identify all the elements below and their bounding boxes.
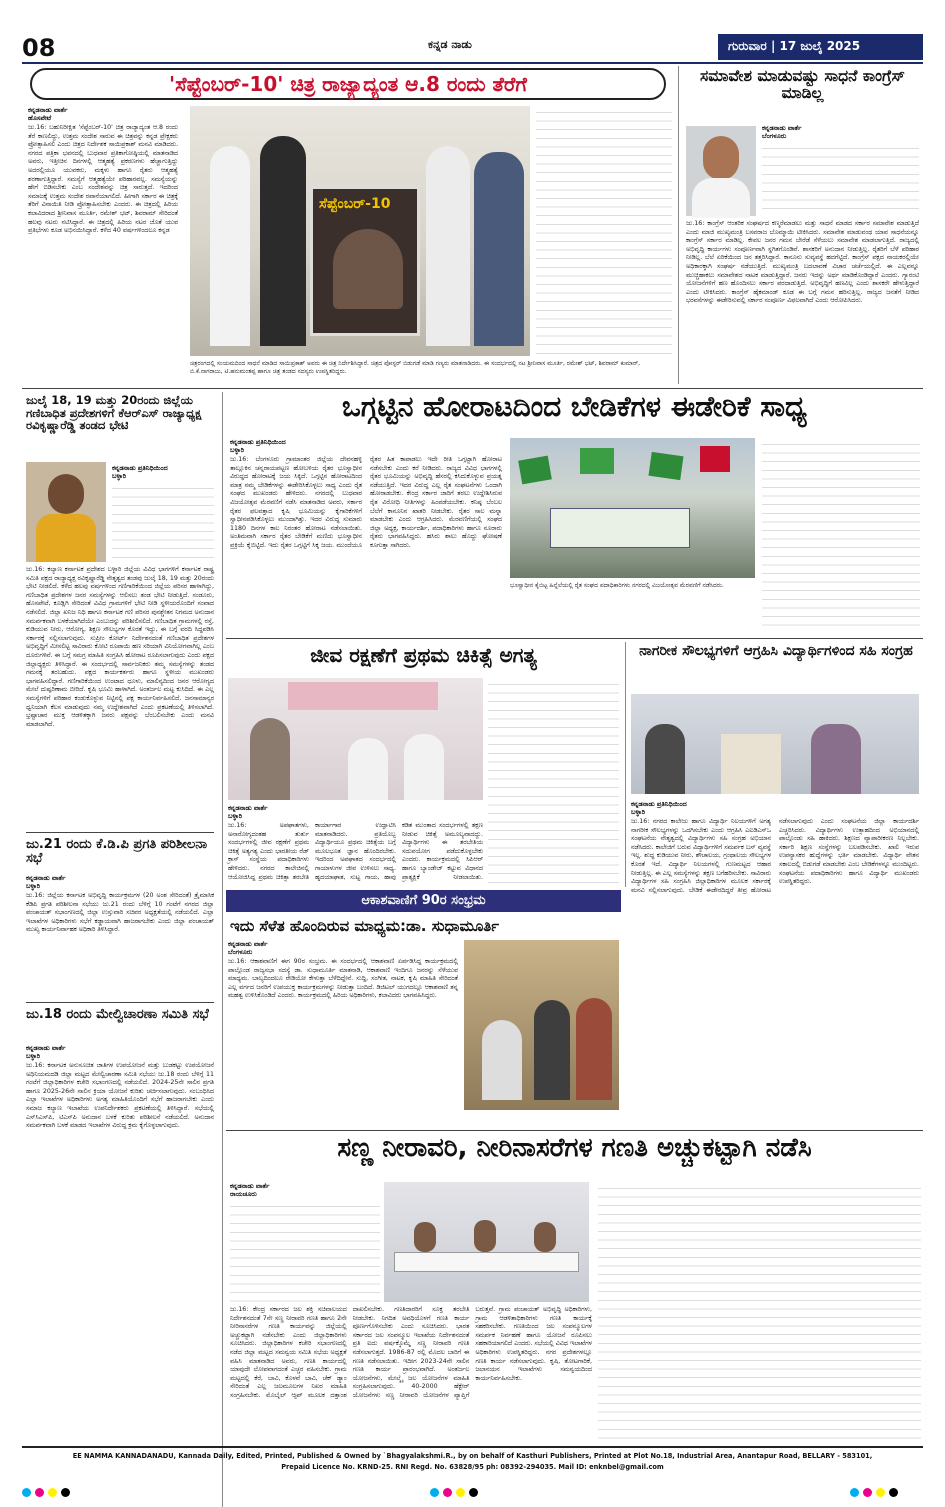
byline: ಕನ್ನಡನಾಡು ವಾರ್ತೆ bbox=[762, 124, 802, 132]
dateline: ಬೆಂಗಳೂರು bbox=[762, 132, 787, 140]
story-akashavani bbox=[226, 890, 621, 1128]
story-body: ಜು.16: ಬೆಂಗಳೂರು ಗ್ರಾಮಾಂತರ ಜಿಲ್ಲೆಯ ದೇವನಹಳ್ಳಿ ತಾಲ್ಲೂಕಿನ ಚನ್ನರಾಯಪಟ್ಟಣ ಹೋಬಳಿಯ ರೈತರ ಭೂಸ್ವಾಧೀನ ವಿರುದ್ಧದ ಹೋರಾಟಕ್ಕೆ ಜಯ ಸಿಕ್ಕಿದೆ. ಒಗ್ಗಟ್ಟಿನ ಹೋರಾಟದಿಂದ ಮಾತ್ರ ನಮ್ಮ ಬೇಡಿಕೆಗಳನ್ನು ಈಡೇರಿಸಿಕೊಳ್ಳಲು ಸಾಧ್ಯ ಎಂದು ರೈತ ಸಂಘದ ಮುಖಂಡರು ಹೇಳಿದರು. ನಗರದಲ್ಲಿ ಬುಧವಾರ ವಿಜಯೋತ್ಸವ ಮೆರವಣಿಗೆ ನಡೆಸಿ ಮಾತನಾಡಿದ ಅವರು, ಸರ್ಕಾರ ರೈತರ ಫಲವತ್ತಾದ ಕೃಷಿ ಭೂಮಿಯನ್ನು ಕೈಗಾರಿಕೆಗಳಿಗೆ ಸ್ವಾಧೀನಪಡಿಸಿಕೊಳ್ಳಲು ಮುಂದಾಗಿತ್ತು. ಇದರ ವಿರುದ್ಧ ಸುಮಾರು 1180 ದಿನಗಳ ಕಾಲ ನಿರಂತರ ಹೋರಾಟ ನಡೆಸಲಾಯಿತು. ಅಂತಿಮವಾಗಿ ಸರ್ಕಾರ ರೈತರ ಬೇಡಿಕೆಗೆ ಮಣಿದು ಭೂಸ್ವಾಧೀನ ಪ್ರಕ್ರಿಯೆ ಕೈಬಿಟ್ಟಿದೆ. ಇದು ರೈತರ ಒಗ್ಗಟ್ಟಿಗೆ ಸಿಕ್ಕ ಜಯ. ಮುಂದೆಯೂ ರೈತರ ಹಿತ ಕಾಪಾಡಲು ಇದೇ ರೀತಿ ಒಗ್ಗಟ್ಟಾಗಿ ಹೋರಾಟ ನಡೆಸಬೇಕು ಎಂದು ಕರೆ ನೀಡಿದರು. ರಾಜ್ಯದ ವಿವಿಧ ಭಾಗಗಳಲ್ಲಿ ರೈತರ ಭೂಮಿಯನ್ನು ಅಭಿವೃದ್ಧಿ ಹೆಸರಲ್ಲಿ ಕಸಿದುಕೊಳ್ಳುವ ಪ್ರಯತ್ನ ನಡೆಯುತ್ತಿದೆ. ಇದರ ವಿರುದ್ಧ ಎಲ್ಲ ರೈತ ಸಂಘಟನೆಗಳು ಒಂದಾಗಿ ಹೋರಾಡಬೇಕು. ಕೇಂದ್ರ ಸರ್ಕಾರ ಜಾರಿಗೆ ತರಲು ಉದ್ದೇಶಿಸಿರುವ ರೈತ ವಿರೋಧಿ ನೀತಿಗಳನ್ನು ಹಿಂಪಡೆಯಬೇಕು. ಕನಿಷ್ಠ ಬೆಂಬಲ ಬೆಲೆಗೆ ಕಾನೂನಿನ ಖಾತರಿ ನೀಡಬೇಕು. ರೈತರ ಸಾಲ ಮನ್ನಾ ಮಾಡಬೇಕು ಎಂದು ಆಗ್ರಹಿಸಿದರು. ಮೆರವಣಿಗೆಯಲ್ಲಿ ಸಂಘದ ಜಿಲ್ಲಾ ಅಧ್ಯಕ್ಷ, ಕಾರ್ಯದರ್ಶಿ, ಪದಾಧಿಕಾರಿಗಳು ಹಾಗೂ ನೂರಾರು ರೈತರು ಭಾಗವಹಿಸಿದ್ದರು. ಹಸಿರು ಶಾಲು ಹೊದ್ದು ಘೋಷಣೆ ಕೂಗುತ್ತಾ ಸಾಗಿದರು. bbox=[230, 456, 502, 549]
dateline: ಬಳ್ಳಾರಿ bbox=[112, 472, 127, 480]
story-body: ಜು.16: ಆಕಾಶವಾಣಿಗೆ ಈಗ 90ರ ಸಂಭ್ರಮ. ಈ ಸಂದರ್ಭದಲ್ಲಿ ಆಕಾಶವಾಣಿ ಏರ್ಪಡಿಸಿದ್ದ ಕಾರ್ಯಕ್ರಮದಲ್ಲಿ ಪಾಲ್ಗೊಂಡ ರಾಜ್ಯಸಭಾ ಸದಸ್ಯೆ ಡಾ. ಸುಧಾಮೂರ್ತಿ ಮಾತನಾಡಿ, ಆಕಾಶವಾಣಿ ಇಂದಿಗೂ ಜನರನ್ನು ಸೆಳೆಯುವ ಮಾಧ್ಯಮ. ಬಾಲ್ಯದಿಂದಲೂ ರೇಡಿಯೋ ಕೇಳುತ್ತಾ ಬೆಳೆದಿದ್ದೇನೆ. ಸುದ್ದಿ, ಸಂಗೀತ, ನಾಟಕ, ಕೃಷಿ ಮಾಹಿತಿ ಸೇರಿದಂತೆ ಎಲ್ಲ ವರ್ಗದ ಜನರಿಗೆ ಉಪಯುಕ್ತ ಕಾರ್ಯಕ್ರಮಗಳನ್ನು ನೀಡುತ್ತಾ ಬಂದಿದೆ. ಡಿಜಿಟಲ್ ಯುಗದಲ್ಲೂ ಆಕಾಶವಾಣಿ ತನ್ನ ಮಹತ್ವ ಉಳಿಸಿಕೊಂಡಿದೆ ಎಂದರು. ಕಾರ್ಯಕ್ರಮದಲ್ಲಿ ಹಿರಿಯ ಅಧಿಕಾರಿಗಳು, ಕಲಾವಿದರು ಭಾಗವಹಿಸಿದ್ದರು. bbox=[228, 958, 458, 1000]
story-body-col3 bbox=[762, 438, 920, 630]
byline: ಕನ್ನಡನಾಡು ವಾರ್ತೆ bbox=[230, 1182, 270, 1190]
story-body: ಜು.16: ಕೇಂದ್ರ ಸರ್ಕಾರದ ಜಲ ಶಕ್ತಿ ಸಚಿವಾಲಯದ ನಿರ್ದೇಶನದಂತೆ 7ನೇ ಸಣ್ಣ ನೀರಾವರಿ ಗಣತಿ ಹಾಗೂ 2ನೇ ನೀರಿನಾಸರೆಗಳ ಗಣತಿ ಕಾರ್ಯವನ್ನು ಜಿಲ್ಲೆಯಲ್ಲಿ ಅಚ್ಚುಕಟ್ಟಾಗಿ ನಡೆಸಬೇಕು ಎಂದು ಜಿಲ್ಲಾಧಿಕಾರಿಗಳು ಸೂಚಿಸಿದರು. ಜಿಲ್ಲಾಧಿಕಾರಿಗಳ ಕಚೇರಿ ಸಭಾಂಗಣದಲ್ಲಿ ನಡೆದ ಜಿಲ್ಲಾ ಮಟ್ಟದ ಸಮನ್ವಯ ಸಮಿತಿ ಸಭೆಯ ಅಧ್ಯಕ್ಷತೆ ವಹಿಸಿ ಮಾತನಾಡಿದ ಅವರು, ಗಣತಿ ಕಾರ್ಯದಲ್ಲಿ ಯಾವುದೇ ಲೋಪವಾಗದಂತೆ ಎಚ್ಚರ ವಹಿಸಬೇಕು. ಗ್ರಾಮ ಮಟ್ಟದಲ್ಲಿ ಕೆರೆ, ಬಾವಿ, ಕೊಳವೆ ಬಾವಿ, ಚೆಕ್ ಡ್ಯಾಂ ಸೇರಿದಂತೆ ಎಲ್ಲ ಜಲಮೂಲಗಳ ನಿಖರ ಮಾಹಿತಿ ಸಂಗ್ರಹಿಸಬೇಕು. ಮೊಬೈಲ್ ಆ್ಯಪ್ ಮೂಲಕ ದತ್ತಾಂಶ ದಾಖಲಿಸಬೇಕು. ಗಣತಿದಾರರಿಗೆ ಸೂಕ್ತ ತರಬೇತಿ ನೀಡಬೇಕು. ನಿಗದಿತ ಅವಧಿಯೊಳಗೆ ಗಣತಿ ಕಾರ್ಯ ಪೂರ್ಣಗೊಳಿಸಬೇಕು ಎಂದು ಸೂಚಿಸಿದರು. ಭಾರತ ಸರ್ಕಾರದ ಜಲ ಸಂಪನ್ಮೂಲ ಇಲಾಖೆಯ ನಿರ್ದೇಶನದಂತೆ ಪ್ರತಿ ಐದು ವರ್ಷಕ್ಕೊಮ್ಮೆ ಸಣ್ಣ ನೀರಾವರಿ ಗಣತಿ ನಡೆಸಲಾಗುತ್ತದೆ. 1986-87 ರಲ್ಲಿ ಮೊದಲ ಬಾರಿಗೆ ಈ ಗಣತಿ ನಡೆಸಲಾಯಿತು. ಇದೀಗ 2023-24ನೇ ಸಾಲಿನ ಗಣತಿ ಕಾರ್ಯ ಪ್ರಾರಂಭವಾಗಿದೆ. ಅಂತರ್ಜಲ ಯೋಜನೆಗಳು, ಮೇಲ್ಮೈ ಜಲ ಯೋಜನೆಗಳ ಮಾಹಿತಿ ಸಂಗ್ರಹಿಸಲಾಗುವುದು. 40-2000 ಹೆಕ್ಟೇರ್ ಯೋಜನೆಗಳು ಸಣ್ಣ ನೀರಾವರಿ ಯೋಜನೆಗಳ ವ್ಯಾಪ್ತಿಗೆ ಬರುತ್ತವೆ. ಗ್ರಾಮ ಪಂಚಾಯತ್ ಅಭಿವೃದ್ಧಿ ಅಧಿಕಾರಿಗಳು, ಗ್ರಾಮ ಆಡಳಿತಾಧಿಕಾರಿಗಳು ಗಣತಿ ಕಾರ್ಯಕ್ಕೆ ಸಹಕರಿಸಬೇಕು. ಗಣತಿಯಿಂದ ಜಲ ಸಂಪನ್ಮೂಲಗಳ ಸಮರ್ಪಕ ನಿರ್ವಹಣೆ ಹಾಗೂ ಯೋಜನೆ ರೂಪಿಸಲು ಸಹಕಾರಿಯಾಗಲಿದೆ ಎಂದರು. ಸಭೆಯಲ್ಲಿ ವಿವಿಧ ಇಲಾಖೆಗಳ ಅಧಿಕಾರಿಗಳು ಉಪಸ್ಥಿತರಿದ್ದರು. ನಗರ ಪ್ರದೇಶಗಳಲ್ಲೂ ಗಣತಿ ಕಾರ್ಯ ನಡೆಸಲಾಗುವುದು. ಕೃಷಿ, ತೋಟಗಾರಿಕೆ, ಜಲಾನಯನ ಇಲಾಖೆಗಳು ಸಮನ್ವಯದಿಂದ ಕಾರ್ಯನಿರ್ವಹಿಸಬೇಕು. bbox=[230, 1306, 592, 1399]
byline: ಕನ್ನಡನಾಡು ವಾರ್ತೆ bbox=[228, 804, 268, 812]
dateline: ಬಳ್ಳಾರಿ bbox=[631, 808, 646, 816]
event-photo bbox=[464, 940, 619, 1110]
byline: ಕನ್ನಡನಾಡು ವಾರ್ತೆ bbox=[26, 1044, 66, 1052]
dateline: ಬೆಂಗಳೂರು bbox=[228, 948, 253, 956]
story-body-side bbox=[112, 482, 214, 562]
date-bar bbox=[718, 34, 923, 60]
photo-caption: ಭೂಸ್ವಾಧೀನ ಕೈಬಿಟ್ಟ ಹಿನ್ನೆಲೆಯಲ್ಲಿ ರೈತ ಸಂಘದ ಪದಾಧಿಕಾರಿಗಳು ನಗರದಲ್ಲಿ ವಿಜಯೋತ್ಸವ ಮೆರವಣಿಗೆ ನಡೆಸಿದರು. bbox=[510, 582, 724, 589]
headline-box bbox=[30, 68, 666, 100]
byline: ಕನ್ನಡನಾಡು ಪ್ರತಿನಿಧಿಯಿಂದ bbox=[631, 800, 687, 808]
poster-title: ಸೆಪ್ಟೆಂಬರ್-10 bbox=[319, 196, 391, 212]
headline: ಸಮಾವೇಶ ಮಾಡುವಷ್ಟು ಸಾಧನೆ ಕಾಂಗ್ರೆಸ್ ಮಾಡಿಲ್ಲ bbox=[700, 67, 905, 103]
story-body: ಜು.16: ಕಾಂಗ್ರೆಸ್ ಆಂತರಿಕ ಸಂಘರ್ಷದ ಕಣ್ಮರೆಮಾಡಲು ಮತ್ತು ಸಾಧನೆ ಮಾಡದ ಸರ್ಕಾರ ಸಮಾವೇಶ ಮಾಡುತ್ತಿದೆ ಎಂದು ಮಾಜಿ ಮುಖ್ಯಮಂತ್ರಿ ಬಸವರಾಜ ಬೊಮ್ಮಾಯಿ ಟೀಕಿಸಿದರು. ಸಮಾವೇಶ ಮಾಡುವಂಥ ಯಾವ ಸಾಧನೆಯನ್ನೂ ಕಾಂಗ್ರೆಸ್ ಸರ್ಕಾರ ಮಾಡಿಲ್ಲ. ಕೇವಲ ಜನರ ಗಮನ ಬೇರೆಡೆ ಸೆಳೆಯಲು ಸಮಾವೇಶ ಮಾಡಲಾಗುತ್ತಿದೆ. ರಾಜ್ಯದಲ್ಲಿ ಅಭಿವೃದ್ಧಿ ಕಾರ್ಯಗಳು ಸಂಪೂರ್ಣವಾಗಿ ಸ್ಥಗಿತಗೊಂಡಿವೆ. ಶಾಸಕರಿಗೆ ಅನುದಾನ ನೀಡುತ್ತಿಲ್ಲ. ರೈತರಿಗೆ ಬೆಳೆ ಪರಿಹಾರ ನೀಡಿಲ್ಲ. ಬೆಲೆ ಏರಿಕೆಯಿಂದ ಜನ ತತ್ತರಿಸಿದ್ದಾರೆ. ಕಾನೂನು ಸುವ್ಯವಸ್ಥೆ ಹದಗೆಟ್ಟಿದೆ. ಕಾಂಗ್ರೆಸ್ ಪಕ್ಷದ ನಾಯಕರಲ್ಲಿಯೇ ಅಧಿಕಾರಕ್ಕಾಗಿ ಸಂಘರ್ಷ ನಡೆಯುತ್ತಿದೆ. ಮುಖ್ಯಮಂತ್ರಿ ಬದಲಾವಣೆ ವಿಚಾರ ಚರ್ಚೆಯಲ್ಲಿದೆ. ಈ ಎಲ್ಲವನ್ನೂ ಮುಚ್ಚಿಹಾಕಲು ಸಮಾವೇಶದ ನಾಟಕ ಮಾಡುತ್ತಿದ್ದಾರೆ. ಜನರು ಇದನ್ನು ಅರ್ಥ ಮಾಡಿಕೊಂಡಿದ್ದಾರೆ ಎಂದರು. ಗ್ಯಾರಂಟಿ ಯೋಜನೆಗಳಿಗೆ ಹಣ ಹೊಂದಿಸಲು ಸರ್ಕಾರ ಪರದಾಡುತ್ತಿದೆ. ಅಭಿವೃದ್ಧಿಗೆ ಹಣವಿಲ್ಲ ಎಂದು ಶಾಸಕರೇ ಹೇಳುತ್ತಿದ್ದಾರೆ ಎಂದು ಟೀಕಿಸಿದರು. ಕಾಂಗ್ರೆಸ್ ಹೈಕಮಾಂಡ್ ಕೂಡ ಈ ಬಗ್ಗೆ ಗಮನ ಹರಿಸುತ್ತಿಲ್ಲ. ರಾಜ್ಯದ ಜನತೆಗೆ ನೀಡಿದ ಭರವಸೆಗಳನ್ನು ಈಡೇರಿಸುವಲ್ಲಿ ಸರ್ಕಾರ ಸಂಪೂರ್ಣ ವಿಫಲವಾಗಿದೆ ಎಂದು ಆರೋಪಿಸಿದರು. bbox=[686, 220, 919, 305]
registration-marks-right bbox=[850, 1482, 902, 1501]
story-irrigation bbox=[226, 1134, 923, 1444]
headline: ಒಗ್ಗಟ್ಟಿನ ಹೋರಾಟದಿಂದ ಬೇಡಿಕೆಗಳ ಈಡೇರಿಕೆ ಸಾಧ್ಯ bbox=[342, 390, 807, 423]
headline: ಸಣ್ಣ ನೀರಾವರಿ, ನೀರಿನಾಸರೆಗಳ ಗಣತಿ ಅಚ್ಚುಕಟ್ಟಾಗಿ ನಡೆಸಿ bbox=[337, 1133, 812, 1163]
dateline: ಬಳ್ಳಾರಿ bbox=[26, 882, 41, 890]
licence-line: Prepaid Licence No. KRND-25. RNI Regd. No. 63828/95 ph: 08392-294035. Mail ID: enknbel@gmail.com bbox=[281, 1463, 664, 1471]
page-number: 08 bbox=[22, 34, 56, 62]
headline: ಜು.18 ರಂದು ಮೇಲ್ವಿಚಾರಣಾ ಸಮಿತಿ ಸಭೆ bbox=[26, 1007, 209, 1022]
first-aid-photo bbox=[228, 678, 483, 800]
byline: ಕನ್ನಡನಾಡು ವಾರ್ತೆ bbox=[228, 940, 268, 948]
band-title: ಆಕಾಶವಾಣಿಗೆ 90ರ ಸಂಭ್ರಮ bbox=[361, 893, 486, 908]
story-film bbox=[22, 66, 674, 384]
dateline: ಬಳ್ಳಾರಿ bbox=[228, 812, 243, 820]
story-students bbox=[629, 642, 923, 1128]
story-body-col4 bbox=[488, 678, 619, 886]
headline: ನಾಗರೀಕ ಸೌಲಭ್ಯಗಳಿಗೆ ಆಗ್ರಹಿಸಿ ವಿದ್ಯಾರ್ಥಿಗಳಿಂದ ಸಹಿ ಸಂಗ್ರಹ bbox=[639, 643, 913, 659]
byline: ಕನ್ನಡನಾಡು ಪ್ರತಿನಿಧಿಯಿಂದ bbox=[112, 464, 168, 472]
meeting-photo bbox=[384, 1182, 589, 1302]
portrait-photo bbox=[686, 126, 756, 216]
story-body: ಜು.16: ನಗರದ ಕಾಲೇಜು ಹಾಗೂ ವಿದ್ಯಾರ್ಥಿ ನಿಲಯಗಳಿಗೆ ಅಗತ್ಯ ನಾಗರೀಕ ಸೌಲಭ್ಯಗಳನ್ನು ಒದಗಿಸಬೇಕು ಎಂದು ಆಗ್ರಹಿಸಿ ಎಐಡಿಎಸ್‌ಒ ಸಂಘಟನೆಯ ನೇತೃತ್ವದಲ್ಲಿ ವಿದ್ಯಾರ್ಥಿಗಳು ಸಹಿ ಸಂಗ್ರಹ ಅಭಿಯಾನ ನಡೆಸಿದರು. ಕಾಲೇಜಿಗೆ ಬರುವ ವಿದ್ಯಾರ್ಥಿಗಳಿಗೆ ಸಮರ್ಪಕ ಬಸ್ ವ್ಯವಸ್ಥೆ ಇಲ್ಲ. ಶುದ್ಧ ಕುಡಿಯುವ ನೀರು, ಶೌಚಾಲಯ, ಗ್ರಂಥಾಲಯ ಸೌಲಭ್ಯಗಳ ಕೊರತೆ ಇದೆ. ವಿದ್ಯಾರ್ಥಿ ನಿಲಯಗಳಲ್ಲಿ ಗುಣಮಟ್ಟದ ಆಹಾರ ನೀಡುತ್ತಿಲ್ಲ. ಈ ಎಲ್ಲ ಸಮಸ್ಯೆಗಳನ್ನು ತಕ್ಷಣ ಬಗೆಹರಿಸಬೇಕು. ಸಾವಿರಾರು ವಿದ್ಯಾರ್ಥಿಗಳ ಸಹಿ ಸಂಗ್ರಹಿಸಿ ಜಿಲ್ಲಾಧಿಕಾರಿಗಳ ಮೂಲಕ ಸರ್ಕಾರಕ್ಕೆ ಮನವಿ ಸಲ್ಲಿಸಲಾಗುವುದು. ಬೇಡಿಕೆ ಈಡೇರದಿದ್ದರೆ ತೀವ್ರ ಹೋರಾಟ ನಡೆಸಲಾಗುವುದು ಎಂದು ಸಂಘಟನೆಯ ಜಿಲ್ಲಾ ಕಾರ್ಯದರ್ಶಿ ಎಚ್ಚರಿಸಿದರು. ವಿದ್ಯಾರ್ಥಿಗಳು ಉತ್ಸಾಹದಿಂದ ಅಭಿಯಾನದಲ್ಲಿ ಪಾಲ್ಗೊಂಡು ಸಹಿ ಹಾಕಿದರು. ಶಿಕ್ಷಣದ ವ್ಯಾಪಾರೀಕರಣ ನಿಲ್ಲಬೇಕು. ಸರ್ಕಾರಿ ಶಿಕ್ಷಣ ಸಂಸ್ಥೆಗಳನ್ನು ಬಲಪಡಿಸಬೇಕು. ಖಾಲಿ ಇರುವ ಉಪನ್ಯಾಸಕರ ಹುದ್ದೆಗಳನ್ನು ಭರ್ತಿ ಮಾಡಬೇಕು. ವಿದ್ಯಾರ್ಥಿ ವೇತನ ಸಕಾಲದಲ್ಲಿ ಬಿಡುಗಡೆ ಮಾಡಬೇಕು ಎಂಬ ಬೇಡಿಕೆಗಳನ್ನೂ ಮುಂದಿಟ್ಟರು. ಸಂಘಟನೆಯ ಪದಾಧಿಕಾರಿಗಳು ಹಾಗೂ ವಿದ್ಯಾರ್ಥಿ ಮುಖಂಡರು ಉಪಸ್ಥಿತರಿದ್ದರು. bbox=[631, 818, 919, 894]
story-krs bbox=[22, 392, 218, 828]
press-meet-photo bbox=[190, 106, 530, 356]
headline: ಜೀವ ರಕ್ಷಣೆಗೆ ಪ್ರಥಮ ಚಿಕಿತ್ಸೆ ಅಗತ್ಯ bbox=[310, 643, 537, 667]
photo-caption: ಚಿತ್ರರಂಗದಲ್ಲಿ ಸಂಯಮದಿಂದ ಸಾಧನೆ ಮಾಡಿದ ಸಾಯಿಪ್ರಕಾಶ್ ಅವರು ಈ ಚಿತ್ರ ನಿರ್ದೇಶಿಸಿದ್ದಾರೆ. ಚಿತ್ರದ ಪೋಸ್ಟರ್ ಬಿಡುಗಡೆ ಮಾಡಿ ಗಣ್ಯರು ಮಾತನಾಡಿದರು. ಈ ಸಂದರ್ಭದಲ್ಲಿ ನಟ ಶ್ರೀನಿವಾಸ ಮೂರ್ತಿ, ರಮೇಶ್ ಭಟ್, ಶಿವರಾಮ್ ಕುಮಾರ್, ಬಿ.ಕೆ.ನಾಗರಾಜು, ಟಿ.ಹನುಮಂತಪ್ಪ ಹಾಗೂ ಚಿತ್ರ ತಂಡದ ಸದಸ್ಯರು ಉಪಸ್ಥಿತರಿದ್ದರು. bbox=[190, 360, 641, 375]
story-body: ಜು.16: ಅಪಘಾತಗಳು, ಅನಾರೋಗ್ಯದಂತಹ ತುರ್ತು ಸಂದರ್ಭಗಳಲ್ಲಿ ಜೀವ ರಕ್ಷಣೆಗೆ ಪ್ರಥಮ ಚಿಕಿತ್ಸೆ ಅತ್ಯಗತ್ಯ ಎಂದು ಭಾರತೀಯ ರೆಡ್ ಕ್ರಾಸ್ ಸಂಸ್ಥೆಯ ಪದಾಧಿಕಾರಿಗಳು ಹೇಳಿದರು. ನಗರದ ಕಾಲೇಜಿನಲ್ಲಿ ಆಯೋಜಿಸಿದ್ದ ಪ್ರಥಮ ಚಿಕಿತ್ಸಾ ತರಬೇತಿ ಕಾರ್ಯಾಗಾರ ಉದ್ಘಾಟಿಸಿ ಮಾತನಾಡಿದರು. ಪ್ರತಿಯೊಬ್ಬ ವಿದ್ಯಾರ್ಥಿಯೂ ಪ್ರಥಮ ಚಿಕಿತ್ಸೆಯ ಬಗ್ಗೆ ಮೂಲಭೂತ ಜ್ಞಾನ ಹೊಂದಿರಬೇಕು. ಇದರಿಂದ ಅಪಘಾತದ ಸಂದರ್ಭದಲ್ಲಿ ಗಾಯಾಳುಗಳ ಜೀವ ಉಳಿಸಲು ಸಾಧ್ಯ. ಹೃದಯಾಘಾತ, ಸುಟ್ಟ ಗಾಯ, ಹಾವು ಕಡಿತ ಮುಂತಾದ ಸಂದರ್ಭಗಳಲ್ಲಿ ತಕ್ಷಣ ನೀಡುವ ಚಿಕಿತ್ಸೆ ಅಮೂಲ್ಯವಾದದ್ದು. ವಿದ್ಯಾರ್ಥಿಗಳು ಈ ತರಬೇತಿಯ ಸದುಪಯೋಗ ಪಡೆದುಕೊಳ್ಳಬೇಕು ಎಂದರು. ಕಾರ್ಯಕ್ರಮದಲ್ಲಿ ಸಿಪಿಆರ್ ಹಾಗೂ ಬ್ಯಾಂಡೇಜ್ ಕಟ್ಟುವ ವಿಧಾನದ ಪ್ರಾತ್ಯಕ್ಷಿಕೆ ನೀಡಲಾಯಿತು. bbox=[228, 822, 483, 881]
registration-marks-left bbox=[22, 1482, 74, 1501]
issue-date: ಗುರುವಾರ | 17 ಜುಲೈ 2025 bbox=[728, 39, 861, 53]
byline: ಕನ್ನಡನಾಡು ವಾರ್ತೆ bbox=[28, 106, 68, 114]
byline: ಕನ್ನಡನಾಡು ವಾರ್ತೆ bbox=[26, 874, 66, 882]
speaker-photo bbox=[26, 462, 106, 562]
section-band bbox=[226, 890, 621, 912]
story-kdp bbox=[22, 832, 218, 998]
byline: ಕನ್ನಡನಾಡು ಪ್ರತಿನಿಧಿಯಿಂದ bbox=[230, 438, 286, 446]
story-body: ಜು.16: ಕಲ್ಯಾಣ ಕರ್ನಾಟಕ ಪ್ರದೇಶದ ಬಳ್ಳಾರಿ ಜಿಲ್ಲೆಯ ವಿವಿಧ ಭಾಗಗಳಿಗೆ ಕರ್ನಾಟಕ ರಾಷ್ಟ್ರ ಸಮಿತಿ ಪಕ್ಷದ ರಾಜ್ಯಾಧ್ಯಕ್ಷ ರವಿಕೃಷ್ಣಾರೆಡ್ಡಿ ನೇತೃತ್ವದ ತಂಡವು ಜುಲೈ 18, 19 ಮತ್ತು 20ರಂದು ಭೇಟಿ ನೀಡಲಿದೆ. ಕಳೆದ ಹಲವು ವರ್ಷಗಳಿಂದ ಗಣಿಗಾರಿಕೆಯಿಂದ ಜಿಲ್ಲೆಯ ಪರಿಸರ ಹಾಳಾಗಿದ್ದು, ಗಣಿಬಾಧಿತ ಪ್ರದೇಶಗಳ ಜನರ ಸಮಸ್ಯೆಗಳನ್ನು ಆಲಿಸಲು ತಂಡ ಭೇಟಿ ನೀಡುತ್ತಿದೆ. ಸಂಡೂರು, ಹೊಸಪೇಟೆ, ಕೂಡ್ಲಿಗಿ ಸೇರಿದಂತೆ ವಿವಿಧ ಗ್ರಾಮಗಳಿಗೆ ಭೇಟಿ ನೀಡಿ ಸ್ಥಳೀಯರೊಂದಿಗೆ ಸಂವಾದ ನಡೆಸಲಿದೆ. ಜಿಲ್ಲಾ ಖನಿಜ ನಿಧಿ ಹಾಗೂ ಕರ್ನಾಟಕ ಗಣಿ ಪರಿಸರ ಪುನಶ್ಚೇತನ ನಿಗಮದ ಅನುದಾನ ಸಮರ್ಪಕವಾಗಿ ಬಳಕೆಯಾಗಿದೆಯೇ ಎಂಬುದನ್ನು ಪರಿಶೀಲಿಸಲಿದೆ. ಗಣಿಬಾಧಿತ ಗ್ರಾಮಗಳಲ್ಲಿ ರಸ್ತೆ, ಕುಡಿಯುವ ನೀರು, ಆರೋಗ್ಯ, ಶಿಕ್ಷಣ ಸೌಲಭ್ಯಗಳ ಕೊರತೆ ಇದ್ದು, ಈ ಬಗ್ಗೆ ವರದಿ ಸಿದ್ಧಪಡಿಸಿ ಸರ್ಕಾರಕ್ಕೆ ಸಲ್ಲಿಸಲಾಗುವುದು. ಸುಪ್ರೀಂ ಕೋರ್ಟ್ ನಿರ್ದೇಶನದಂತೆ ಗಣಿಬಾಧಿತ ಪ್ರದೇಶಗಳ ಅಭಿವೃದ್ಧಿಗೆ ಮೀಸಲಿಟ್ಟ ಸಾವಿರಾರು ಕೋಟಿ ರೂಪಾಯಿ ಹಣ ಸರಿಯಾಗಿ ವಿನಿಯೋಗವಾಗಿಲ್ಲ ಎಂಬ ದೂರುಗಳಿವೆ. ಈ ಬಗ್ಗೆ ಸಮಗ್ರ ಮಾಹಿತಿ ಸಂಗ್ರಹಿಸಿ ಹೋರಾಟ ರೂಪಿಸಲಾಗುವುದು ಎಂದು ಪಕ್ಷದ ಜಿಲ್ಲಾಧ್ಯಕ್ಷರು ತಿಳಿಸಿದ್ದಾರೆ. ಈ ಸಂದರ್ಭದಲ್ಲಿ ಸಾರ್ವಜನಿಕರು ತಮ್ಮ ಸಮಸ್ಯೆಗಳನ್ನು ತಂಡದ ಗಮನಕ್ಕೆ ತರಬಹುದು. ಪಕ್ಷದ ಕಾರ್ಯಕರ್ತರು ಹಾಗೂ ಸ್ಥಳೀಯ ಮುಖಂಡರು ಭಾಗವಹಿಸಲಿದ್ದಾರೆ. ಗಣಿಗಾರಿಕೆಯಿಂದ ಉಂಟಾದ ಧೂಳು, ಮಾಲಿನ್ಯದಿಂದ ಜನರ ಆರೋಗ್ಯದ ಮೇಲೆ ದುಷ್ಪರಿಣಾಮ ಬೀರಿದೆ. ಕೃಷಿ ಭೂಮಿ ಹಾಳಾಗಿದೆ. ಅಂತರ್ಜಲ ಮಟ್ಟ ಕುಸಿದಿದೆ. ಈ ಎಲ್ಲ ಸಮಸ್ಯೆಗಳಿಗೆ ಪರಿಹಾರ ಕಂಡುಕೊಳ್ಳುವ ನಿಟ್ಟಿನಲ್ಲಿ ಪಕ್ಷ ಕಾರ್ಯನಿರ್ವಹಿಸಲಿದೆ. ಜನಸಾಮಾನ್ಯರ ಧ್ವನಿಯಾಗಿ ಕೆಲಸ ಮಾಡುವುದು ನಮ್ಮ ಉದ್ದೇಶವಾಗಿದೆ ಎಂದು ಪ್ರಕಟಣೆಯಲ್ಲಿ ತಿಳಿಸಲಾಗಿದೆ. ಭ್ರಷ್ಟಾಚಾರ ಮುಕ್ತ ಆಡಳಿತಕ್ಕಾಗಿ ಜನರು ಪಕ್ಷವನ್ನು ಬೆಂಬಲಿಸಬೇಕು ಎಂದು ಮನವಿ ಮಾಡಲಾಗಿದೆ. bbox=[26, 566, 214, 728]
rally-photo bbox=[510, 438, 755, 578]
headline: 'ಸೆಪ್ಟೆಂಬರ್-10' ಚಿತ್ರ ರಾಜ್ಯಾದ್ಯಂತ ಆ.8 ರಂದು ತೆರೆಗೆ bbox=[169, 72, 527, 96]
signature-campaign-photo bbox=[631, 694, 919, 794]
story-body: ಜು.16: ಜಿಲ್ಲೆಯ ಕರ್ನಾಟಕ ಅಭಿವೃದ್ಧಿ ಕಾರ್ಯಕ್ರಮಗಳ (20 ಅಂಶ ಸೇರಿದಂತೆ) ತ್ರೈಮಾಸಿಕ ಕೆಡಿಪಿ ಪ್ರಗತಿ ಪರಿಶೀಲನಾ ಸಭೆಯು ಜು.21 ರಂದು ಬೆಳಿಗ್ಗೆ 10 ಗಂಟೆಗೆ ನಗರದ ಜಿಲ್ಲಾ ಪಂಚಾಯತ್ ಸಭಾಂಗಣದಲ್ಲಿ ಜಿಲ್ಲಾ ಉಸ್ತುವಾರಿ ಸಚಿವರ ಅಧ್ಯಕ್ಷತೆಯಲ್ಲಿ ನಡೆಯಲಿದೆ. ಎಲ್ಲಾ ಇಲಾಖೆಗಳ ಅಧಿಕಾರಿಗಳು ಸಭೆಗೆ ಕಡ್ಡಾಯವಾಗಿ ಹಾಜರಾಗಬೇಕು ಎಂದು ಜಿಲ್ಲಾ ಪಂಚಾಯತ್ ಮುಖ್ಯ ಕಾರ್ಯನಿರ್ವಾಹಕ ಅಧಿಕಾರಿ ತಿಳಿಸಿದ್ದಾರೆ. bbox=[26, 892, 214, 934]
imprint-line: EE NAMMA KANNADANADU, Kannada Daily, Edited, Printed, Published & Owned by `Bhagyalakshmi.R., by on behalf of Kasthuri Publishers, Printed at Plot No.18, Industrial Area, Anantapur Road, BELLARY - 583101, bbox=[72, 1452, 873, 1460]
dateline: ಬಳ್ಳಾರಿ bbox=[230, 446, 245, 454]
story-body-col2 bbox=[536, 106, 672, 356]
story-body: ಜು.16: ಬಹುನಿರೀಕ್ಷಿತ 'ಸೆಪ್ಟೆಂಬರ್-10' ಚಿತ್ರ ರಾಜ್ಯಾದ್ಯಂತ ಆ.8 ರಂದು ತೆರೆ ಕಾಣಲಿದ್ದು, ಉತ್ತಮ ಸಂದೇಶ ಸಾರುವ ಈ ಚಿತ್ರವನ್ನು ಕನ್ನಡ ಪ್ರೇಕ್ಷಕರು ಪ್ರೋತ್ಸಾಹಿಸಲಿ ಎಂದು ಚಿತ್ರದ ನಿರ್ದೇಶಕ ಸಾಯಿಪ್ರಕಾಶ್ ಮನವಿ ಮಾಡಿದರು. ನಗರದ ಪತ್ರಿಕಾ ಭವನದಲ್ಲಿ ಬುಧವಾರ ಪ್ರತಿಕಾಗೋಷ್ಠಿಯಲ್ಲಿ ಮಾತನಾಡಿದ ಅವರು, ಇತ್ತೀಚಿನ ದಿನಗಳಲ್ಲಿ ಆತ್ಮಹತ್ಯೆ ಪ್ರಕರಣಗಳು ಹೆಚ್ಚಾಗುತ್ತಿದ್ದು ಅದರಲ್ಲಿಯೂ ಯುವಕರು, ಮಕ್ಕಳು ಹಾಗೂ ರೈತರು ಆತ್ಮಹತ್ಯೆ ಶರಣಾಗುತ್ತಿದ್ದಾರೆ. ಸಮಸ್ಯೆಗೆ ಆತ್ಮಹತ್ಯೆಯೇ ಪರಿಹಾರವಲ್ಲ. ಸಮಸ್ಯೆಯನ್ನು ಹೇಗೆ ಬಿಡಿಸಬೇಕು ಎಂಬ ಸಂದೇಶವನ್ನು ಚಿತ್ರ ಸಾರುತ್ತದೆ. ಇದರಿಂದ ಸಮಾಜಕ್ಕೆ ಉತ್ತಮ ಸಂದೇಶ ರವಾನೆಯಾಗಲಿದೆ. ಹೀಗಾಗಿ ಸರ್ಕಾರ ಈ ಚಿತ್ರಕ್ಕೆ ತೆರಿಗೆ ವಿನಾಯಿತಿ ನೀಡಿ ಪ್ರೋತ್ಸಾಹಿಸಬೇಕು ಎಂದರು. ಈ ಚಿತ್ರದಲ್ಲಿ ಹಿರಿಯ ಕಲಾವಿದರಾದ ಶ್ರೀನಿವಾಸ ಮೂರ್ತಿ, ರಮೇಶ್ ಭಟ್, ಶಿವರಾಮ್ ಸೇರಿದಂತೆ ಹಲವು ನಟರು ನಟಿಸಿದ್ದಾರೆ. ಈ ಚಿತ್ರದಲ್ಲಿ ಹಿರಿಯ ನಟರ ಜೊತೆ ಯುವ ಪ್ರತಿಭೆಗಳು ಕೂಡ ಅಭಿನಯಿಸಿದ್ದಾರೆ. ಕಳೆದ 40 ವರ್ಷಗಳಿಂದಲೂ ಕನ್ನಡ bbox=[28, 124, 178, 235]
story-body-left-col bbox=[230, 1200, 380, 1304]
movie-poster bbox=[310, 186, 420, 336]
story-samavesha bbox=[682, 66, 923, 384]
story-body: ಜು.16: ಕರ್ನಾಟಕ ಅನುಸೂಚಿತ ಜಾತಿಗಳ ಉಪಯೋಜನೆ ಮತ್ತು ಬುಡಕಟ್ಟು ಉಪಯೋಜನೆ ಅಧಿನಿಯಮದಡಿ ಜಿಲ್ಲಾ ಮಟ್ಟದ ಮೇಲ್ವಿಚಾರಣಾ ಸಮಿತಿ ಸಭೆಯು ಜು.18 ರಂದು ಬೆಳಿಗ್ಗೆ 11 ಗಂಟೆಗೆ ಜಿಲ್ಲಾಧಿಕಾರಿಗಳ ಕಚೇರಿ ಸಭಾಂಗಣದಲ್ಲಿ ನಡೆಯಲಿದೆ. 2024-25ನೇ ಸಾಲಿನ ಪ್ರಗತಿ ಹಾಗೂ 2025-26ನೇ ಸಾಲಿನ ಕ್ರಿಯಾ ಯೋಜನೆ ಕುರಿತು ಚರ್ಚಿಸಲಾಗುವುದು. ಸಂಬಂಧಿಸಿದ ಎಲ್ಲಾ ಇಲಾಖೆಗಳ ಅಧಿಕಾರಿಗಳು ಅಗತ್ಯ ಮಾಹಿತಿಯೊಂದಿಗೆ ಸಭೆಗೆ ಹಾಜರಾಗಬೇಕು ಎಂದು ಸಮಾಜ ಕಲ್ಯಾಣ ಇಲಾಖೆಯ ಉಪನಿರ್ದೇಶಕರು ಪ್ರಕಟಣೆಯಲ್ಲಿ ತಿಳಿಸಿದ್ದಾರೆ. ಸಭೆಯಲ್ಲಿ ಎಸ್‌ಸಿಎಸ್‌ಪಿ, ಟಿಎಸ್‌ಪಿ ಅನುದಾನ ಬಳಕೆ ಕುರಿತು ಪರಿಶೀಲನೆ ನಡೆಯಲಿದೆ. ಅನುದಾನ ಸಮರ್ಪಕವಾಗಿ ಬಳಕೆ ಮಾಡದ ಇಲಾಖೆಗಳ ವಿರುದ್ಧ ಕ್ರಮ ಕೈಗೊಳ್ಳಲಾಗುವುದು. bbox=[26, 1062, 214, 1130]
dateline: ಹೊಸಪೇಟೆ bbox=[28, 114, 52, 122]
story-body-right-cols bbox=[598, 1182, 921, 1442]
story-body-top bbox=[762, 142, 919, 216]
registration-marks-center bbox=[430, 1482, 482, 1501]
headline: ಇದು ಸೆಳೆತ ಹೊಂದಿರುವ ಮಾಧ್ಯಮ:ಡಾ. ಸುಧಾಮೂರ್ತಿ bbox=[230, 917, 500, 935]
dateline: ಬಳ್ಳಾರಿ bbox=[26, 1052, 41, 1060]
paper-name: ಕನ್ನಡ ನಾಡು bbox=[428, 38, 472, 51]
headline: ಜುಲೈ 18, 19 ಮತ್ತು 20ರಂದು ಜಿಲ್ಲೆಯ ಗಣಿಬಾಧಿತ ಪ್ರದೇಶಗಳಿಗೆ ಕೆಆರ್‌ಎಸ್ ರಾಜ್ಯಾಧ್ಯಕ್ಷ ರವಿಕೃಷ್ಣಾರೆಡ್ಡಿ ತಂಡದ ಭೇಟಿ bbox=[26, 393, 202, 433]
headline: ಜು.21 ರಂದು ಕೆ.ಡಿ.ಪಿ ಪ್ರಗತಿ ಪರಿಶೀಲನಾ ಸಭೆ bbox=[26, 837, 208, 867]
story-first-aid bbox=[226, 642, 621, 888]
dateline: ರಾಯಚೂರು bbox=[230, 1190, 257, 1198]
story-farmers bbox=[226, 392, 923, 634]
story-committee bbox=[22, 1002, 218, 1442]
